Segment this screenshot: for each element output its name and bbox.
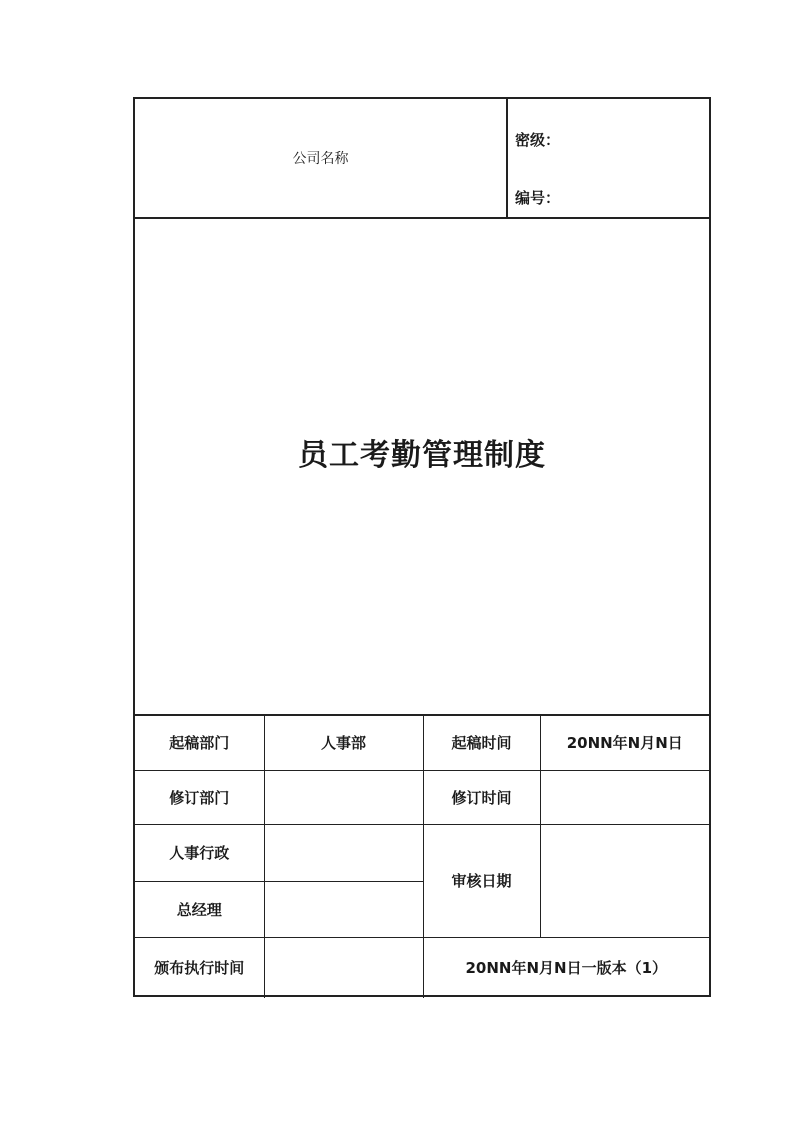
publish-time-value <box>264 937 423 998</box>
document-number-label: 编号： <box>515 189 561 207</box>
general-manager-label: 总经理 <box>135 881 264 937</box>
company-name-cell <box>135 99 508 217</box>
draft-dept-value: 人事部 <box>264 715 423 770</box>
revise-time-value <box>540 770 709 824</box>
table-row <box>135 770 709 824</box>
draft-dept-label: 起稿部门 <box>135 715 264 770</box>
hr-admin-label: 人事行政 <box>135 824 264 881</box>
review-date-value <box>540 824 709 937</box>
title-area <box>135 219 709 714</box>
document-info-table <box>135 714 709 998</box>
company-name: 公司名称 <box>292 151 349 167</box>
secret-level-label: 密级： <box>515 131 561 149</box>
draft-time-value: 20NN年N月N日 <box>540 715 709 770</box>
revise-dept-value <box>264 770 423 824</box>
revise-time-label: 修订时间 <box>423 770 540 824</box>
table-row <box>135 715 709 770</box>
table-row <box>135 824 709 881</box>
document-title: 员工考勤管理制度 <box>298 437 546 473</box>
document-frame <box>133 97 711 997</box>
general-manager-value <box>264 881 423 937</box>
draft-time-label: 起稿时间 <box>423 715 540 770</box>
publish-time-label: 颁布执行时间 <box>135 937 264 998</box>
revise-dept-label: 修订部门 <box>135 770 264 824</box>
hr-admin-value <box>264 824 423 881</box>
version-text: 20NN年N月N日一版本（1） <box>423 937 709 998</box>
classification-cell <box>508 99 709 217</box>
review-date-label: 审核日期 <box>423 824 540 937</box>
table-row <box>135 937 709 998</box>
document-header <box>135 99 709 219</box>
